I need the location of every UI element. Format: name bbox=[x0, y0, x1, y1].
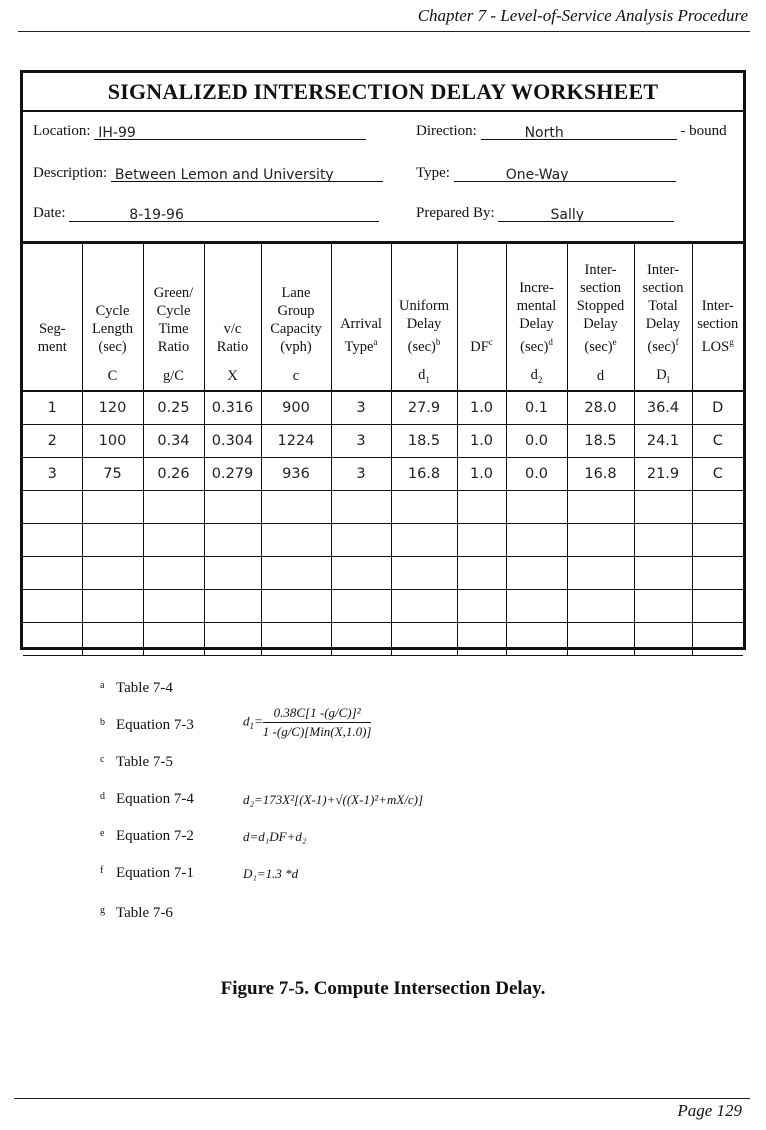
footer-rule bbox=[14, 1098, 750, 1099]
table-cell: 0.316 bbox=[204, 391, 261, 425]
table-cell: 0.0 bbox=[506, 425, 567, 458]
column-symbol bbox=[23, 362, 82, 391]
table-cell bbox=[261, 623, 331, 656]
column-header: Lane Group Capacity (vph) bbox=[261, 244, 331, 363]
table-cell: 3 bbox=[331, 391, 391, 425]
column-symbol: $D_I$ bbox=[634, 362, 692, 391]
figure-caption: Figure 7-5. Compute Intersection Delay. bbox=[220, 978, 546, 999]
table-cell bbox=[567, 623, 634, 656]
table-cell bbox=[634, 590, 692, 623]
table-row bbox=[23, 590, 743, 623]
table-cell bbox=[204, 623, 261, 656]
type-label: Type: bbox=[416, 165, 450, 181]
table-cell bbox=[457, 590, 506, 623]
table-cell bbox=[692, 590, 743, 623]
table-cell bbox=[23, 590, 82, 623]
table-cell: C bbox=[692, 425, 743, 458]
column-header: Seg- ment bbox=[23, 244, 82, 363]
table-cell: 0.304 bbox=[204, 425, 261, 458]
equation-7-1: D₁=1.3 *d bbox=[243, 866, 299, 881]
column-symbol: C bbox=[82, 362, 143, 391]
table-cell: 3 bbox=[23, 458, 82, 491]
date-label: Date: bbox=[33, 205, 66, 221]
table-cell: 1.0 bbox=[457, 425, 506, 458]
column-header: Cycle Length (sec) bbox=[82, 244, 143, 363]
direction-label: Direction: bbox=[416, 123, 477, 139]
table-row bbox=[23, 623, 743, 656]
column-symbol bbox=[331, 362, 391, 391]
worksheet-title: SIGNALIZED INTERSECTION DELAY WORKSHEET bbox=[23, 73, 743, 112]
table-cell bbox=[567, 524, 634, 557]
table-cell: 18.5 bbox=[567, 425, 634, 458]
table-cell bbox=[23, 623, 82, 656]
table-cell bbox=[82, 623, 143, 656]
column-symbol bbox=[692, 362, 743, 391]
table-cell bbox=[567, 557, 634, 590]
table-cell bbox=[82, 524, 143, 557]
table-cell bbox=[391, 623, 457, 656]
column-header: Inter- section LOS$^g$ bbox=[692, 244, 743, 363]
table-cell: 36.4 bbox=[634, 391, 692, 425]
column-symbol: X bbox=[204, 362, 261, 391]
table-cell bbox=[457, 491, 506, 524]
table-cell: 27.9 bbox=[391, 391, 457, 425]
equation-7-4: d₂=173X²[(X-1)+√((X-1)²+mX/c)] bbox=[243, 792, 424, 807]
table-cell: 1.0 bbox=[457, 458, 506, 491]
table-cell bbox=[204, 524, 261, 557]
date-field bbox=[33, 204, 379, 222]
table-row bbox=[23, 458, 743, 491]
table-cell bbox=[23, 557, 82, 590]
footnote-b: b Equation 7-3 bbox=[100, 717, 194, 733]
description-field bbox=[33, 164, 383, 182]
table-cell: 900 bbox=[261, 391, 331, 425]
table-cell bbox=[391, 491, 457, 524]
table-cell: 0.25 bbox=[143, 391, 204, 425]
table-cell bbox=[692, 557, 743, 590]
table-cell: 21.9 bbox=[634, 458, 692, 491]
footnote-f: f Equation 7-1 bbox=[100, 865, 194, 881]
location-label: Location: bbox=[33, 123, 91, 139]
column-header: $DF^c$ bbox=[457, 244, 506, 363]
column-symbol: c bbox=[261, 362, 331, 391]
table-cell bbox=[82, 590, 143, 623]
table-cell: 100 bbox=[82, 425, 143, 458]
footnote-d: d Equation 7-4 bbox=[100, 791, 194, 807]
table-cell bbox=[261, 524, 331, 557]
column-header: Inter- section Total Delay $(\sec)^f$ bbox=[634, 244, 692, 363]
table-cell bbox=[23, 491, 82, 524]
column-header: Incre- mental Delay $(\sec)^d$ bbox=[506, 244, 567, 363]
table-cell bbox=[634, 623, 692, 656]
table-cell bbox=[143, 557, 204, 590]
header-rule bbox=[18, 31, 750, 32]
equation-7-3: $d_1=$ $\frac{\text{0.38C[1 -(g/C)]²}}{\text{1 -(g/C)[Min(X,1.0)]}}$ bbox=[243, 705, 372, 739]
delay-table bbox=[23, 243, 743, 656]
table-cell bbox=[204, 491, 261, 524]
table-cell: 16.8 bbox=[391, 458, 457, 491]
direction-field bbox=[416, 122, 727, 140]
delay-worksheet bbox=[20, 70, 746, 650]
table-cell bbox=[143, 623, 204, 656]
table-cell bbox=[634, 557, 692, 590]
column-symbol: $d_2$ bbox=[506, 362, 567, 391]
table-cell: 18.5 bbox=[391, 425, 457, 458]
table-cell: 0.1 bbox=[506, 391, 567, 425]
table-cell: 120 bbox=[82, 391, 143, 425]
header-row bbox=[23, 244, 743, 363]
table-cell bbox=[567, 491, 634, 524]
prepared-by-field bbox=[416, 204, 674, 222]
table-cell bbox=[506, 557, 567, 590]
column-header: Inter- section Stopped Delay $(\sec)^e$ bbox=[567, 244, 634, 363]
table-cell bbox=[23, 524, 82, 557]
table-cell: 0.279 bbox=[204, 458, 261, 491]
bound-suffix: - bound bbox=[680, 123, 727, 139]
column-header: Green/ Cycle Time Ratio bbox=[143, 244, 204, 363]
type-value: One-Way bbox=[505, 167, 569, 183]
table-cell bbox=[204, 590, 261, 623]
table-row bbox=[23, 425, 743, 458]
equation-7-2: d=d₁DF+d₂ bbox=[243, 829, 307, 844]
table-cell bbox=[457, 557, 506, 590]
table-cell: 0.26 bbox=[143, 458, 204, 491]
table-cell: 0.34 bbox=[143, 425, 204, 458]
table-cell: 16.8 bbox=[567, 458, 634, 491]
table-cell bbox=[82, 491, 143, 524]
footnote-c: c Table 7-5 bbox=[100, 754, 173, 770]
column-header: Uniform Delay $(\sec)^b$ bbox=[391, 244, 457, 363]
table-cell: 1.0 bbox=[457, 391, 506, 425]
column-symbol: $d_1$ bbox=[391, 362, 457, 391]
table-row bbox=[23, 557, 743, 590]
table-cell bbox=[506, 623, 567, 656]
table-cell bbox=[261, 557, 331, 590]
table-cell bbox=[457, 623, 506, 656]
table-cell bbox=[143, 524, 204, 557]
table-cell bbox=[692, 524, 743, 557]
table-cell bbox=[506, 524, 567, 557]
symbol-row bbox=[23, 362, 743, 391]
table-cell: 3 bbox=[331, 425, 391, 458]
table-cell: 28.0 bbox=[567, 391, 634, 425]
table-cell bbox=[457, 524, 506, 557]
running-header: Chapter 7 - Level-of-Service Analysis Procedure bbox=[417, 6, 748, 25]
prepared-by-label: Prepared By: bbox=[416, 205, 495, 221]
table-row bbox=[23, 491, 743, 524]
prepared-by-value: Sally bbox=[550, 207, 585, 223]
footnote-g: g Table 7-6 bbox=[100, 905, 173, 921]
table-cell: 936 bbox=[261, 458, 331, 491]
table-cell: D bbox=[692, 391, 743, 425]
eq-7-3-numerator: 0.38C[1 -(g/C)]² bbox=[263, 705, 372, 723]
table-cell bbox=[331, 590, 391, 623]
table-cell bbox=[506, 491, 567, 524]
table-cell bbox=[391, 524, 457, 557]
table-cell bbox=[143, 491, 204, 524]
column-symbol bbox=[457, 362, 506, 391]
description-label: Description: bbox=[33, 165, 108, 181]
table-cell bbox=[143, 590, 204, 623]
table-cell bbox=[204, 557, 261, 590]
table-cell bbox=[82, 557, 143, 590]
column-symbol: d bbox=[567, 362, 634, 391]
footnote-a: a Table 7-4 bbox=[100, 680, 173, 696]
table-cell bbox=[506, 590, 567, 623]
table-cell: 1 bbox=[23, 391, 82, 425]
table-cell bbox=[634, 524, 692, 557]
table-cell: 1224 bbox=[261, 425, 331, 458]
table-cell bbox=[692, 491, 743, 524]
table-cell bbox=[331, 557, 391, 590]
footnote-e: e Equation 7-2 bbox=[100, 828, 194, 844]
table-cell: 3 bbox=[331, 458, 391, 491]
table-cell bbox=[692, 623, 743, 656]
table-cell: 24.1 bbox=[634, 425, 692, 458]
table-cell bbox=[567, 590, 634, 623]
direction-value: North bbox=[524, 125, 564, 141]
location-value: IH-99 bbox=[98, 125, 136, 141]
location-field bbox=[33, 122, 366, 140]
table-cell bbox=[331, 623, 391, 656]
table-cell: 2 bbox=[23, 425, 82, 458]
date-value: 8-19-96 bbox=[129, 207, 184, 223]
column-header: Arrival Type$^a$ bbox=[331, 244, 391, 363]
eq-7-3-denominator: 1 -(g/C)[Min(X,1.0)] bbox=[262, 724, 372, 739]
column-symbol: g/C bbox=[143, 362, 204, 391]
table-row bbox=[23, 524, 743, 557]
type-field bbox=[416, 164, 676, 182]
table-cell: 75 bbox=[82, 458, 143, 491]
table-row bbox=[23, 391, 743, 425]
table-cell: C bbox=[692, 458, 743, 491]
table-cell bbox=[261, 491, 331, 524]
table-cell bbox=[331, 491, 391, 524]
description-value: Between Lemon and University bbox=[114, 167, 334, 183]
column-header: v/c Ratio bbox=[204, 244, 261, 363]
table-cell bbox=[261, 590, 331, 623]
table-cell bbox=[331, 524, 391, 557]
page-number: Page 129 bbox=[677, 1101, 742, 1120]
table-cell bbox=[634, 491, 692, 524]
table-cell bbox=[391, 590, 457, 623]
table-cell bbox=[391, 557, 457, 590]
table-cell: 0.0 bbox=[506, 458, 567, 491]
